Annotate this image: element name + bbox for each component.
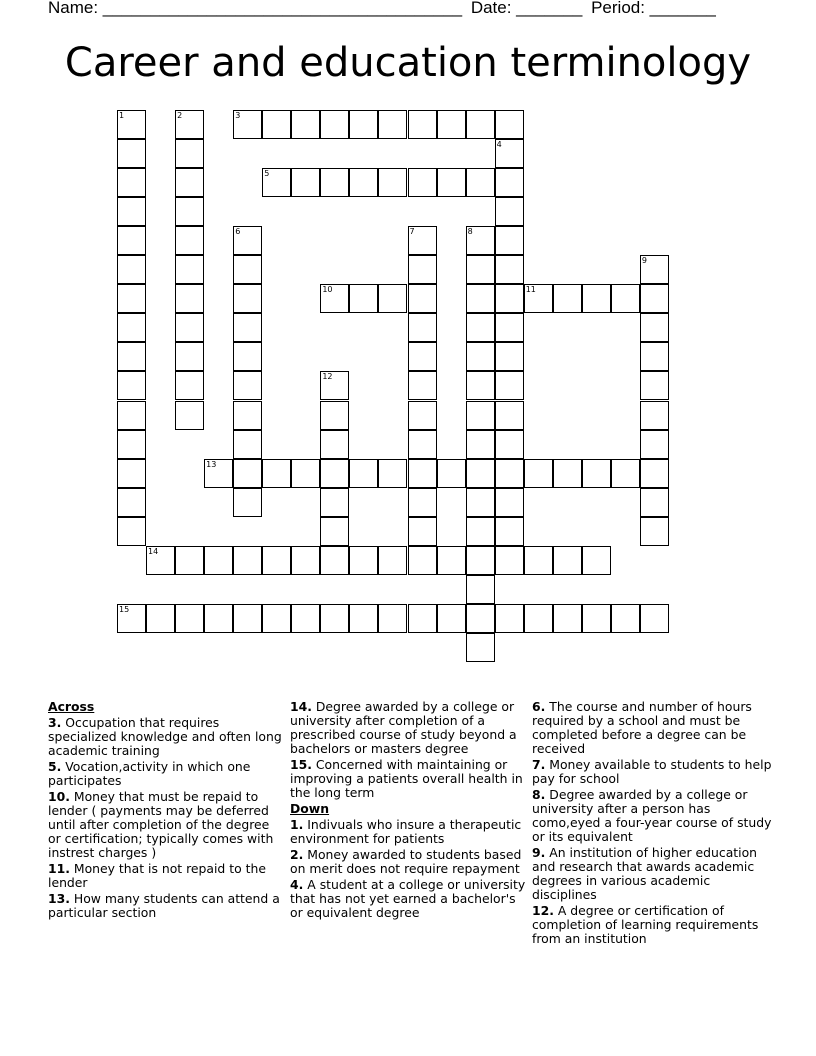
- clue-number: 12.: [532, 903, 554, 918]
- crossword-cell[interactable]: [408, 255, 437, 284]
- crossword-cell[interactable]: [611, 459, 640, 488]
- clue-item: [532, 904, 772, 946]
- crossword-cell[interactable]: [175, 342, 204, 371]
- crossword-cell[interactable]: [175, 604, 204, 633]
- down-heading: Down: [290, 801, 330, 816]
- crossword-cell[interactable]: [495, 110, 524, 139]
- crossword-cell[interactable]: [408, 371, 437, 400]
- crossword-cell[interactable]: [117, 197, 146, 226]
- crossword-cell[interactable]: [553, 459, 582, 488]
- crossword-cell[interactable]: [117, 255, 146, 284]
- clue-text: How many students can attend a particular section: [48, 891, 280, 920]
- crossword-cell[interactable]: [175, 313, 204, 342]
- clue-number: 14.: [290, 699, 312, 714]
- crossword-cell[interactable]: [495, 604, 524, 633]
- clue-number: 6.: [532, 699, 546, 714]
- crossword-cell[interactable]: [349, 284, 378, 313]
- clue-number: 1: [119, 111, 125, 120]
- crossword-cell[interactable]: [524, 604, 553, 633]
- crossword-cell[interactable]: [320, 401, 349, 430]
- crossword-cell[interactable]: [495, 401, 524, 430]
- clue-item: [48, 760, 284, 788]
- crossword-cell[interactable]: [640, 604, 669, 633]
- crossword-cell[interactable]: [466, 488, 495, 517]
- crossword-cell[interactable]: [524, 546, 553, 575]
- crossword-cell[interactable]: [175, 401, 204, 430]
- clue-number: 9: [641, 256, 647, 266]
- crossword-cell[interactable]: [466, 371, 495, 400]
- clue-item: [532, 788, 772, 844]
- crossword-cell[interactable]: [495, 546, 524, 575]
- clue-text: An institution of higher education and research that awards academic degrees in various academic disciplines: [532, 845, 758, 902]
- clue-number: 1.: [290, 817, 304, 832]
- crossword-cell[interactable]: [204, 459, 233, 488]
- crossword-cell[interactable]: [378, 459, 407, 488]
- crossword-cell[interactable]: [378, 284, 407, 313]
- crossword-cell[interactable]: [349, 546, 378, 575]
- crossword-cell[interactable]: [466, 459, 495, 488]
- crossword-cell[interactable]: [262, 604, 291, 633]
- crossword-cell[interactable]: [378, 110, 407, 139]
- crossword-cell[interactable]: [553, 604, 582, 633]
- clue-text: Money that is not repaid to the lender: [48, 861, 266, 890]
- crossword-cell[interactable]: [466, 168, 495, 197]
- clue-number: 4: [496, 140, 502, 150]
- crossword-cell[interactable]: [524, 459, 553, 488]
- clue-number: 5: [264, 169, 270, 179]
- clue-text: A degree or certification of completion of learning requirements from an institution: [532, 903, 759, 946]
- crossword-cell[interactable]: [233, 488, 262, 517]
- crossword-cell[interactable]: [495, 517, 524, 546]
- crossword-cell[interactable]: [495, 255, 524, 284]
- crossword-cell[interactable]: [117, 110, 146, 139]
- crossword-cell[interactable]: [640, 371, 669, 400]
- crossword-cell[interactable]: [466, 546, 495, 575]
- crossword-cell[interactable]: [233, 255, 262, 284]
- crossword-cell[interactable]: [495, 430, 524, 459]
- crossword-cell[interactable]: [611, 604, 640, 633]
- crossword-cell[interactable]: [146, 546, 175, 575]
- crossword-cell[interactable]: [408, 517, 437, 546]
- crossword-cell[interactable]: [233, 284, 262, 313]
- crossword-cell[interactable]: [408, 342, 437, 371]
- crossword-cell[interactable]: [233, 401, 262, 430]
- crossword-cell[interactable]: [117, 313, 146, 342]
- crossword-cell[interactable]: [611, 284, 640, 313]
- crossword-cell[interactable]: [233, 342, 262, 371]
- crossword-cell[interactable]: [553, 546, 582, 575]
- crossword-cell[interactable]: [495, 371, 524, 400]
- clue-item: [532, 758, 772, 786]
- crossword-cell[interactable]: [466, 575, 495, 604]
- crossword-cell[interactable]: [291, 110, 320, 139]
- clue-item: [290, 818, 526, 846]
- crossword-cell[interactable]: [175, 284, 204, 313]
- crossword-cell[interactable]: [437, 546, 466, 575]
- clue-item: [48, 790, 284, 860]
- name-field-label: Name: ______________________________________: [48, 0, 463, 17]
- crossword-cell[interactable]: [233, 110, 262, 139]
- clue-number: 14: [148, 546, 159, 556]
- crossword-cell[interactable]: [204, 546, 233, 575]
- crossword-cell[interactable]: [495, 459, 524, 488]
- crossword-cell[interactable]: [582, 284, 611, 313]
- clue-number: 10: [322, 285, 333, 295]
- crossword-cell[interactable]: [233, 313, 262, 342]
- crossword-cell[interactable]: [466, 284, 495, 313]
- crossword-cell[interactable]: [408, 546, 437, 575]
- crossword-cell[interactable]: [262, 546, 291, 575]
- crossword-cell[interactable]: [378, 604, 407, 633]
- crossword-cell[interactable]: [466, 110, 495, 139]
- crossword-cell[interactable]: [117, 168, 146, 197]
- crossword-cell[interactable]: [117, 284, 146, 313]
- clue-number: 11.: [48, 861, 70, 876]
- clue-text: Occupation that requires specialized knowledge and often long academic training: [48, 715, 282, 758]
- crossword-cell[interactable]: [262, 110, 291, 139]
- date-field-label: Date: _______: [470, 0, 583, 17]
- crossword-cell[interactable]: [466, 517, 495, 546]
- crossword-cell[interactable]: [408, 459, 437, 488]
- clue-text: Vocation,activity in which one participates: [48, 759, 251, 788]
- crossword-cell[interactable]: [640, 255, 669, 284]
- crossword-cell[interactable]: [408, 110, 437, 139]
- crossword-cell[interactable]: [291, 604, 320, 633]
- crossword-cell[interactable]: [175, 197, 204, 226]
- crossword-cell[interactable]: [466, 430, 495, 459]
- crossword-cell[interactable]: [408, 313, 437, 342]
- crossword-cell[interactable]: [466, 604, 495, 633]
- clue-number: 9.: [532, 845, 546, 860]
- crossword-cell[interactable]: [437, 168, 466, 197]
- crossword-cell[interactable]: [408, 430, 437, 459]
- clue-text: Money available to students to help pay for school: [532, 757, 772, 786]
- crossword-cell[interactable]: [291, 168, 320, 197]
- crossword-cell[interactable]: [466, 226, 495, 255]
- crossword-cell[interactable]: [640, 401, 669, 430]
- across-clue-list: [48, 716, 284, 920]
- clue-text: Indivuals who insure a therapeutic environment for patients: [290, 817, 522, 846]
- crossword-cell[interactable]: [320, 546, 349, 575]
- crossword-cell[interactable]: [117, 226, 146, 255]
- clue-number: 3: [235, 111, 241, 120]
- crossword-cell[interactable]: [495, 226, 524, 255]
- crossword-cell[interactable]: [408, 284, 437, 313]
- crossword-cell[interactable]: [117, 342, 146, 371]
- clue-text: A student at a college or university that has not yet earned a bachelor's or equivalent degree: [290, 877, 526, 920]
- crossword-cell[interactable]: [466, 255, 495, 284]
- clue-item: [48, 892, 284, 920]
- crossword-cell[interactable]: [233, 371, 262, 400]
- crossword-cell[interactable]: [408, 226, 437, 255]
- clue-number: 8: [467, 227, 473, 237]
- clue-number: 15: [119, 604, 130, 614]
- crossword-cell[interactable]: [175, 371, 204, 400]
- down-clue-list: [290, 818, 526, 920]
- crossword-cell[interactable]: [582, 604, 611, 633]
- crossword-cell[interactable]: [495, 139, 524, 168]
- crossword-cell[interactable]: [437, 604, 466, 633]
- period-field-label: Period: _______: [591, 0, 716, 17]
- crossword-cell[interactable]: [349, 168, 378, 197]
- crossword-cell[interactable]: [378, 546, 407, 575]
- clue-item: [48, 862, 284, 890]
- crossword-cell[interactable]: [320, 459, 349, 488]
- crossword-cell[interactable]: [117, 459, 146, 488]
- crossword-cell[interactable]: [117, 371, 146, 400]
- crossword-cell[interactable]: [175, 168, 204, 197]
- crossword-cell[interactable]: [291, 459, 320, 488]
- clue-text: Degree awarded by a college or university after completion of a prescribed course of study beyond a bachelors or masters degree: [290, 699, 517, 756]
- clue-item: [290, 758, 526, 800]
- clue-text: Concerned with maintaining or improving a patients overall health in the long term: [290, 757, 523, 800]
- clue-item: [532, 846, 772, 902]
- crossword-cell[interactable]: [495, 168, 524, 197]
- crossword-cell[interactable]: [233, 546, 262, 575]
- crossword-cell[interactable]: [640, 284, 669, 313]
- clue-item: [290, 700, 526, 756]
- crossword-cell[interactable]: [495, 197, 524, 226]
- clues-column-2: [290, 700, 526, 922]
- clue-number: 5.: [48, 759, 62, 774]
- crossword-cell[interactable]: [437, 110, 466, 139]
- crossword-cell[interactable]: [582, 546, 611, 575]
- crossword-cell[interactable]: [175, 255, 204, 284]
- clue-number: 2: [177, 111, 183, 120]
- clue-number: 13.: [48, 891, 70, 906]
- crossword-cell[interactable]: [349, 459, 378, 488]
- crossword-cell[interactable]: [204, 604, 233, 633]
- clue-number: 7: [409, 227, 415, 237]
- clues-column-3: [532, 700, 772, 948]
- crossword-cell[interactable]: [320, 604, 349, 633]
- clue-number: 4.: [290, 877, 304, 892]
- crossword-cell[interactable]: [175, 110, 204, 139]
- clue-number: 11: [525, 285, 536, 295]
- crossword-cell[interactable]: [117, 430, 146, 459]
- crossword-cell[interactable]: [233, 604, 262, 633]
- clue-text: Degree awarded by a college or university after a person has como,eyed a four-year course of study or its equivalent: [532, 787, 772, 844]
- crossword-cell[interactable]: [408, 168, 437, 197]
- crossword-cell[interactable]: [408, 488, 437, 517]
- crossword-cell[interactable]: [466, 342, 495, 371]
- clue-item: [48, 716, 284, 758]
- crossword-cell[interactable]: [117, 488, 146, 517]
- crossword-cell[interactable]: [320, 168, 349, 197]
- clue-number: 12: [322, 372, 333, 382]
- clue-number: 7.: [532, 757, 546, 772]
- crossword-cell[interactable]: [553, 284, 582, 313]
- clue-number: 6: [235, 227, 241, 237]
- crossword-cell[interactable]: [640, 459, 669, 488]
- crossword-cell[interactable]: [175, 226, 204, 255]
- clue-number: 15.: [290, 757, 312, 772]
- across-heading: Across: [48, 699, 95, 714]
- crossword-cell[interactable]: [175, 139, 204, 168]
- crossword-cell[interactable]: [640, 488, 669, 517]
- crossword-cell[interactable]: [117, 517, 146, 546]
- clue-number: 2.: [290, 847, 304, 862]
- crossword-cell[interactable]: [349, 604, 378, 633]
- crossword-cell[interactable]: [233, 430, 262, 459]
- crossword-cell[interactable]: [117, 604, 146, 633]
- crossword-cell[interactable]: [320, 488, 349, 517]
- clue-item: [290, 878, 526, 920]
- crossword-cell[interactable]: [117, 401, 146, 430]
- crossword-cell[interactable]: [320, 430, 349, 459]
- crossword-cell[interactable]: [262, 168, 291, 197]
- crossword-cell[interactable]: [233, 459, 262, 488]
- crossword-cell[interactable]: [582, 459, 611, 488]
- crossword-cell[interactable]: [320, 284, 349, 313]
- crossword-cell[interactable]: [640, 517, 669, 546]
- crossword-cell[interactable]: [640, 342, 669, 371]
- crossword-cell[interactable]: [175, 546, 204, 575]
- crossword-cell[interactable]: [495, 284, 524, 313]
- clue-item: [290, 848, 526, 876]
- crossword-cell[interactable]: [291, 546, 320, 575]
- crossword-cell[interactable]: [495, 488, 524, 517]
- crossword-cell[interactable]: [233, 226, 262, 255]
- crossword-cell[interactable]: [320, 110, 349, 139]
- crossword-cell[interactable]: [437, 459, 466, 488]
- crossword-cell[interactable]: [466, 313, 495, 342]
- clue-number: 8.: [532, 787, 546, 802]
- clue-text: The course and number of hours required by a school and must be completed before a degree can be received: [532, 699, 752, 756]
- page-title: Career and education terminology: [64, 40, 752, 86]
- crossword-cell[interactable]: [524, 284, 553, 313]
- clue-text: Money that must be repaid to lender ( payments may be deferred until after completion of the degree or certification; typically comes with instrest charges ): [48, 789, 274, 860]
- crossword-cell[interactable]: [378, 168, 407, 197]
- crossword-cell[interactable]: [349, 110, 378, 139]
- crossword-cell[interactable]: [320, 371, 349, 400]
- crossword-cell[interactable]: [495, 313, 524, 342]
- clue-number: 10.: [48, 789, 70, 804]
- clue-number: 3.: [48, 715, 62, 730]
- crossword-cell[interactable]: [262, 459, 291, 488]
- crossword-cell[interactable]: [495, 342, 524, 371]
- crossword-cell[interactable]: [640, 313, 669, 342]
- crossword-cell[interactable]: [408, 401, 437, 430]
- across-clue-list-continued: [290, 700, 526, 800]
- crossword-cell[interactable]: [320, 517, 349, 546]
- down-clue-list-continued: [532, 700, 772, 946]
- clues-column-1: [48, 700, 284, 922]
- crossword-cell[interactable]: [466, 401, 495, 430]
- crossword-cell[interactable]: [640, 430, 669, 459]
- clue-number: 13: [206, 459, 217, 469]
- clue-item: [532, 700, 772, 756]
- crossword-cell[interactable]: [117, 139, 146, 168]
- crossword-cell[interactable]: [466, 633, 495, 662]
- clue-text: Money awarded to students based on merit does not require repayment: [290, 847, 522, 876]
- crossword-cell[interactable]: [408, 604, 437, 633]
- crossword-cell[interactable]: [146, 604, 175, 633]
